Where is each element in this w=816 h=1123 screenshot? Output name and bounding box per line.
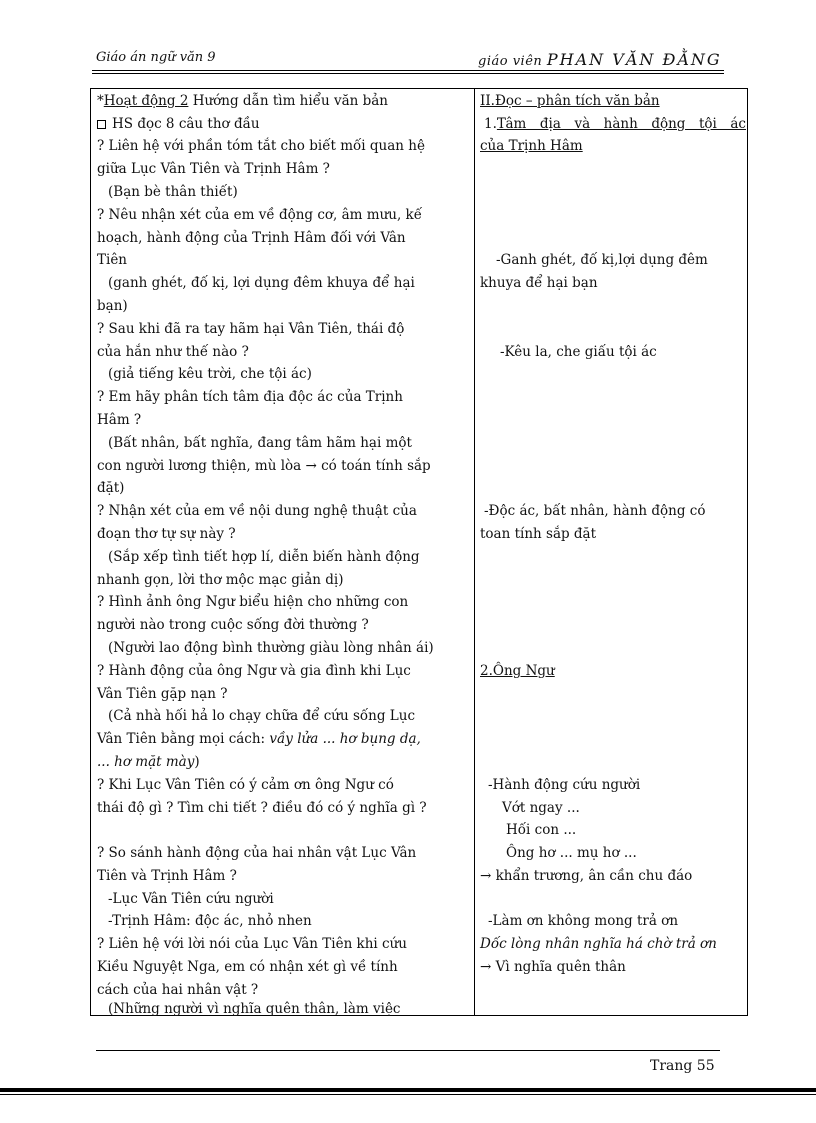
left-line: hoạch, hành động của Trịnh Hâm đối với Vân: [97, 230, 406, 246]
left-line: Tiên và Trịnh Hâm ?: [97, 868, 237, 884]
left-line: đặt): [97, 480, 125, 496]
left-line: *Hoạt động 2 Hướng dẫn tìm hiểu văn bản: [97, 93, 389, 109]
page-number: Trang 55: [650, 1058, 715, 1074]
right-line: toan tính sắp đặt: [480, 526, 597, 542]
checkbox-icon: [97, 120, 106, 129]
header-teacher-name: PHAN VĂN ĐẰNG: [546, 50, 722, 69]
header-teacher-prefix: giáo viên: [478, 54, 543, 69]
right-line: -Làm ơn không mong trả ơn: [488, 913, 679, 929]
left-line: ... hơ mặt mày): [97, 754, 200, 770]
left-line: (giả tiếng kêu trời, che tội ác): [108, 366, 312, 382]
left-line: ? Liên hệ với lời nói của Lục Vân Tiên khi cứu: [97, 936, 407, 952]
left-line: cách của hai nhân vật ?: [97, 982, 259, 998]
right-line: → Vì nghĩa quên thân: [480, 959, 626, 975]
right-line: -Ganh ghét, đố kị,lợi dụng đêm: [496, 252, 708, 268]
subsection-heading: 2.Ông Ngư: [480, 663, 555, 679]
left-line: (Người lao động bình thường giàu lòng nhân ái): [108, 640, 434, 656]
header-rule-top: [92, 70, 724, 71]
left-line: -Trịnh Hâm: độc ác, nhỏ nhen: [108, 913, 312, 929]
bottom-border-thin: [0, 1094, 816, 1095]
header-teacher: [478, 50, 722, 69]
left-line: Vân Tiên bằng mọi cách: vầy lửa ... hơ bụng dạ,: [97, 731, 421, 747]
left-line: (Sắp xếp tình tiết hợp lí, diễn biến hành động: [108, 549, 420, 565]
left-line: ? Sau khi đã ra tay hãm hại Vân Tiên, thái độ: [97, 321, 405, 337]
subsection-heading: 1.Tâm địa và hành động tội ác: [484, 116, 746, 132]
left-line: nhanh gọn, lời thơ mộc mạc giản dị): [97, 572, 344, 588]
left-line: (Những người vì nghĩa quên thân, làm việc: [108, 1001, 401, 1017]
left-line: Tiên: [97, 252, 128, 268]
footer-rule: [96, 1050, 720, 1051]
bottom-border-thick: [0, 1088, 816, 1092]
left-line: thái độ gì ? Tìm chi tiết ? điều đó có ý nghĩa gì ?: [97, 800, 427, 816]
right-line: Hối con ...: [506, 822, 577, 838]
left-line: người nào trong cuộc sống đời thường ?: [97, 617, 369, 633]
left-line: đoạn thơ tự sự này ?: [97, 526, 236, 542]
header-subject: Giáo án ngữ văn 9: [96, 50, 216, 65]
section-heading: II.Đọc – phân tích văn bản: [480, 93, 660, 109]
left-line: HS đọc 8 câu thơ đầu: [97, 113, 260, 135]
left-line: ? Hành động của ông Ngư và gia đình khi Lục: [97, 663, 411, 679]
subsection-heading-cont: của Trịnh Hâm: [480, 138, 583, 154]
left-line: ? Em hãy phân tích tâm địa độc ác của Trịnh: [97, 389, 403, 405]
left-line: ? Liên hệ với phần tóm tắt cho biết mối quan hệ: [97, 138, 425, 154]
right-line: → khẩn trương, ân cần chu đáo: [480, 868, 693, 884]
left-line: (ganh ghét, đố kị, lợi dụng đêm khuya để hại: [108, 275, 415, 291]
header-rule-bottom: [92, 73, 724, 74]
left-line: bạn): [97, 298, 128, 314]
right-line: -Độc ác, bất nhân, hành động có: [484, 503, 706, 519]
left-line: con người lương thiện, mù lòa → có toán tính sắp: [97, 458, 431, 474]
left-line: Kiều Nguyệt Nga, em có nhận xét gì về tính: [97, 959, 398, 975]
left-line: ? Nhận xét của em về nội dung nghệ thuật của: [97, 503, 417, 519]
right-line: -Kêu la, che giấu tội ác: [500, 344, 657, 360]
left-line: (Cả nhà hối hả lo chạy chữa để cứu sống Lục: [108, 708, 416, 724]
left-line: giữa Lục Vân Tiên và Trịnh Hâm ?: [97, 161, 330, 177]
right-line: khuya để hại bạn: [480, 275, 598, 291]
right-line: -Hành động cứu người: [488, 777, 641, 793]
left-line: Hâm ?: [97, 412, 142, 428]
left-line: -Lục Vân Tiên cứu người: [108, 891, 274, 907]
left-line: Vân Tiên gặp nạn ?: [97, 686, 228, 702]
activity-title: Hoạt động 2: [103, 93, 189, 109]
left-line: ? Nêu nhận xét của em về động cơ, âm mưu, kế: [97, 207, 423, 223]
left-line: ? Khi Lục Vân Tiên có ý cảm ơn ông Ngư có: [97, 777, 394, 793]
right-line: Vớt ngay ...: [502, 800, 580, 816]
left-line: (Bất nhân, bất nghĩa, đang tâm hãm hại một: [108, 435, 412, 451]
left-line: ? Hình ảnh ông Ngư biểu hiện cho những con: [97, 594, 409, 610]
right-line: Ông hơ ... mụ hơ ...: [506, 845, 637, 861]
left-line: (Bạn bè thân thiết): [108, 184, 238, 200]
quote-line: Dốc lòng nhân nghĩa há chờ trả ơn: [480, 936, 717, 952]
column-divider: [474, 88, 475, 1016]
left-line: của hắn như thế nào ?: [97, 344, 249, 360]
left-line: ? So sánh hành động của hai nhân vật Lục Vân: [97, 845, 417, 861]
